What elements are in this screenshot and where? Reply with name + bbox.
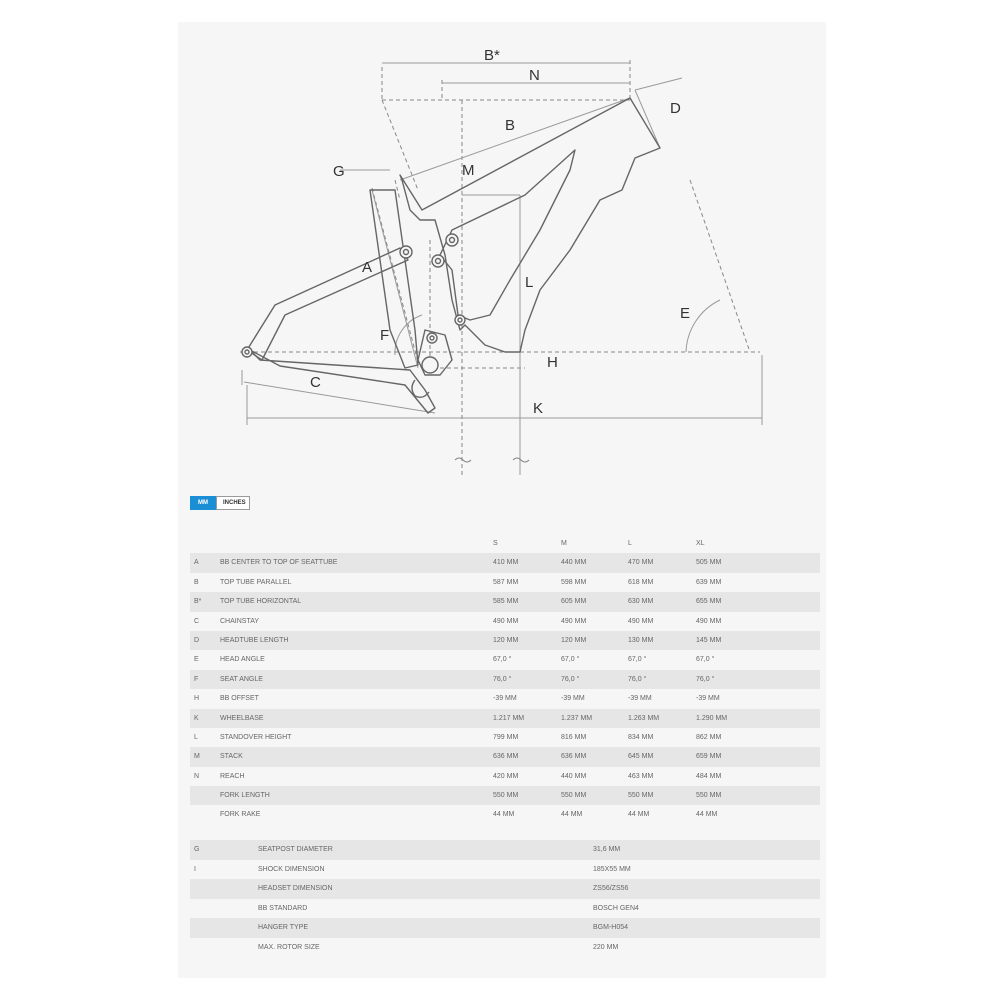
spec-row [190,840,820,860]
row-label: REACH [220,772,245,780]
value-xl: 76,0 ° [696,675,715,683]
spec-value: 220 MM [593,943,619,951]
row-key: N [194,772,200,780]
value-m: 120 MM [561,636,587,644]
spec-label: SHOCK DIMENSION [258,865,325,873]
spec-label: HEADSET DIMENSION [258,885,333,893]
value-l: 67,0 ° [628,656,647,664]
value-l: 130 MM [628,636,654,644]
value-m: 490 MM [561,617,587,625]
spec-value: ZS56/ZS56 [593,885,629,893]
value-xl: 67,0 ° [696,656,715,664]
value-m: 816 MM [561,733,587,741]
row-key: D [194,636,200,644]
geometry-table [190,534,820,825]
row-label: WHEELBASE [220,714,264,722]
unit-mm-button[interactable]: MM [190,496,216,510]
spec-row [190,899,820,919]
value-xl: 1.290 MM [696,714,728,722]
row-label: BB OFFSET [220,695,259,703]
value-m: 44 MM [561,811,583,819]
row-key: H [194,695,200,703]
value-m: 1.237 MM [561,714,593,722]
row-label: FORK LENGTH [220,792,270,800]
value-l: 44 MM [628,811,650,819]
value-l: 834 MM [628,733,654,741]
row-label: BB CENTER TO TOP OF SEATTUBE [220,559,338,567]
table-row [190,631,820,650]
value-xl: 505 MM [696,559,722,567]
row-label: FORK RAKE [220,811,261,819]
value-s: 44 MM [493,811,515,819]
spec-row [190,860,820,880]
table-row [190,767,820,786]
value-s: 799 MM [493,733,519,741]
spec-key: I [194,865,196,873]
spec-label: BB STANDARD [258,904,308,912]
value-xl: 484 MM [696,772,722,780]
unit-inches-button[interactable]: INCHES [216,496,250,510]
row-key: M [194,753,200,761]
unit-toggle [190,496,250,510]
row-key: A [194,559,199,567]
value-s: 120 MM [493,636,519,644]
table-row [190,805,820,824]
value-l: 618 MM [628,578,654,586]
value-l: 630 MM [628,598,654,606]
spec-row [190,879,820,899]
value-l: 76,0 ° [628,675,647,683]
spec-label: MAX. ROTOR SIZE [258,943,320,951]
table-row [190,786,820,805]
value-s: 420 MM [493,772,519,780]
value-s: 1.217 MM [493,714,525,722]
label-l: L [525,274,534,291]
table-row [190,612,820,631]
value-l: 1.263 MM [628,714,660,722]
value-m: 550 MM [561,792,587,800]
table-row [190,553,820,572]
value-l: 550 MM [628,792,654,800]
value-m: 440 MM [561,559,587,567]
label-c: C [310,374,321,391]
value-xl: 490 MM [696,617,722,625]
row-key: E [194,656,199,664]
row-key: B* [194,598,202,606]
value-xl: 659 MM [696,753,722,761]
size-header-s: S [493,540,498,547]
spec-value: BOSCH GEN4 [593,904,639,912]
value-s: 490 MM [493,617,519,625]
value-xl: 145 MM [696,636,722,644]
table-row [190,689,820,708]
spec-row [190,938,820,958]
table-row [190,728,820,747]
value-xl: 550 MM [696,792,722,800]
label-n: N [529,67,540,84]
label-m: M [462,162,475,179]
value-l: -39 MM [628,695,652,703]
row-label: SEAT ANGLE [220,675,263,683]
geometry-header-row [190,534,820,553]
row-label: CHAINSTAY [220,617,260,625]
value-l: 645 MM [628,753,654,761]
label-d: D [670,100,681,117]
label-e: E [680,305,691,322]
value-s: 636 MM [493,753,519,761]
value-m: 605 MM [561,598,587,606]
spec-label: SEATPOST DIAMETER [258,846,333,853]
table-row [190,670,820,689]
table-row [190,650,820,669]
value-m: -39 MM [561,695,585,703]
row-key: B [194,578,199,586]
value-s: 410 MM [493,559,519,567]
value-s: 587 MM [493,578,519,586]
value-m: 598 MM [561,578,587,586]
size-header-xl: XL [696,540,705,547]
value-s: 550 MM [493,792,519,800]
value-xl: 655 MM [696,598,722,606]
value-xl: 44 MM [696,811,718,819]
frame-drawing [190,30,820,490]
spec-rows [190,840,820,958]
row-key: F [194,675,199,683]
spec-value: 31,6 MM [593,846,621,853]
row-key: C [194,617,200,625]
value-l: 463 MM [628,772,654,780]
row-key: K [194,714,199,722]
table-row [190,747,820,766]
row-label: HEAD ANGLE [220,656,265,664]
row-label: TOP TUBE PARALLEL [220,578,292,586]
table-row [190,573,820,592]
value-m: 76,0 ° [561,675,580,683]
value-l: 490 MM [628,617,654,625]
value-m: 636 MM [561,753,587,761]
label-h: H [547,354,558,371]
value-xl: 862 MM [696,733,722,741]
value-m: 440 MM [561,772,587,780]
row-label: HEADTUBE LENGTH [220,636,289,644]
value-xl: 639 MM [696,578,722,586]
spec-label: HANGER TYPE [258,924,309,932]
value-m: 67,0 ° [561,656,580,664]
size-header-m: M [561,540,567,547]
spec-row [190,918,820,938]
table-row [190,592,820,611]
value-xl: -39 MM [696,695,720,703]
spec-value: 185X55 MM [593,865,631,873]
size-header-l: L [628,540,632,547]
label-k: K [533,400,544,417]
row-label: TOP TUBE HORIZONTAL [220,598,302,606]
table-row [190,709,820,728]
label-b-star: B* [484,47,500,64]
geometry-diagram [190,30,820,490]
geometry-rows [190,553,820,824]
spec-key: G [194,846,200,853]
label-b: B [505,117,516,134]
label-g: G [333,163,345,180]
row-label: STACK [220,753,243,761]
value-s: 67,0 ° [493,656,512,664]
value-l: 470 MM [628,559,654,567]
label-f: F [380,327,390,344]
spec-value: BGM-H054 [593,924,629,932]
label-a: A [362,259,373,276]
value-s: 76,0 ° [493,675,512,683]
spec-table [190,840,820,958]
value-s: -39 MM [493,695,517,703]
row-label: STANDOVER HEIGHT [220,733,292,741]
row-key: L [194,733,198,741]
value-s: 585 MM [493,598,519,606]
